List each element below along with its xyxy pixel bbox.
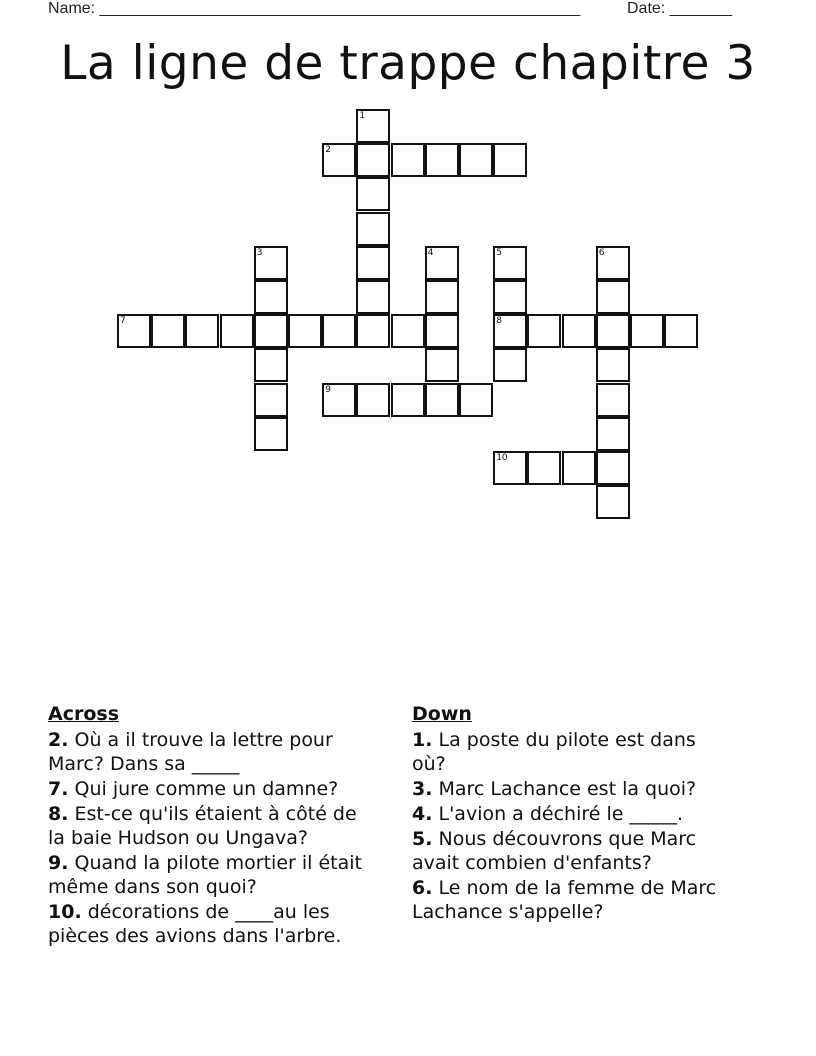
- grid-cell[interactable]: [425, 246, 459, 280]
- clue-number: 5.: [412, 828, 433, 850]
- grid-cell[interactable]: [493, 451, 527, 485]
- grid-cell[interactable]: [356, 212, 390, 246]
- cell-number: 7: [120, 316, 126, 327]
- clue-text: Est-ce qu'ils étaient à côté de la baie Hudson ou Ungava?: [48, 803, 357, 849]
- across-heading: Across: [48, 703, 120, 725]
- grid-cell[interactable]: [425, 383, 459, 417]
- grid-cell[interactable]: [254, 417, 288, 451]
- clue-item: [412, 777, 732, 801]
- grid-cell[interactable]: [493, 348, 527, 382]
- clue-item: [412, 876, 732, 924]
- grid-cell[interactable]: [254, 383, 288, 417]
- down-clues: [412, 702, 732, 925]
- grid-cell[interactable]: [322, 143, 356, 177]
- clue-number: 2.: [48, 729, 69, 751]
- grid-cell[interactable]: [425, 314, 459, 348]
- grid-cell[interactable]: [356, 143, 390, 177]
- cell-number: 10: [496, 453, 508, 463]
- grid-cell[interactable]: [151, 314, 185, 348]
- clue-item: [412, 728, 732, 776]
- cell-number: 5: [496, 247, 502, 258]
- grid-cell[interactable]: [356, 246, 390, 280]
- clue-text: Quand la pilote mortier il était même dans son quoi?: [48, 852, 362, 898]
- grid-cell[interactable]: [254, 348, 288, 382]
- grid-cell[interactable]: [425, 143, 459, 177]
- grid-cell[interactable]: [288, 314, 322, 348]
- clue-number: 7.: [48, 778, 69, 800]
- cell-number: 9: [325, 384, 331, 395]
- clue-text: L'avion a déchiré le _____.: [438, 803, 684, 825]
- grid-cell[interactable]: [562, 451, 596, 485]
- page-title: La ligne de trappe chapitre 3: [60, 36, 756, 91]
- grid-cell[interactable]: [220, 314, 254, 348]
- cell-number: 2: [325, 145, 331, 156]
- grid-cell[interactable]: [356, 314, 390, 348]
- grid-cell[interactable]: [527, 451, 561, 485]
- grid-cell[interactable]: [254, 246, 288, 280]
- clue-item: [48, 802, 378, 850]
- down-clue-list: [412, 728, 732, 924]
- clue-item: [48, 851, 378, 899]
- clue-text: Qui jure comme un damne?: [74, 778, 339, 800]
- clue-text: décorations de ____au les pièces des avions dans l'arbre.: [48, 901, 342, 947]
- clue-number: 4.: [412, 803, 433, 825]
- grid-cell[interactable]: [254, 314, 288, 348]
- grid-cell[interactable]: [596, 246, 630, 280]
- across-clue-list: [48, 728, 378, 948]
- clue-item: [48, 728, 378, 776]
- cell-number: 4: [427, 247, 434, 258]
- grid-cell[interactable]: [493, 143, 527, 177]
- grid-cell[interactable]: [391, 314, 425, 348]
- grid-cell[interactable]: [596, 383, 630, 417]
- clue-number: 9.: [48, 852, 69, 874]
- grid-cell[interactable]: [185, 314, 219, 348]
- grid-cell[interactable]: [356, 177, 390, 211]
- grid-cell[interactable]: [596, 417, 630, 451]
- clue-text: Où a il trouve la lettre pour Marc? Dans sa _____: [48, 729, 333, 775]
- name-field[interactable]: Name: ______________________________________________________: [48, 0, 581, 17]
- clue-text: Le nom de la femme de Marc Lachance s'appelle?: [412, 877, 717, 923]
- grid-cell[interactable]: [459, 143, 493, 177]
- clue-number: 6.: [412, 877, 433, 899]
- clue-item: [48, 900, 378, 948]
- grid-cell[interactable]: [425, 280, 459, 314]
- grid-cell[interactable]: [117, 314, 151, 348]
- clue-item: [412, 827, 732, 875]
- grid-cell[interactable]: [596, 348, 630, 382]
- grid-cell[interactable]: [425, 348, 459, 382]
- cell-number: 1: [359, 111, 366, 121]
- clue-text: Nous découvrons que Marc avait combien d'enfants?: [412, 828, 697, 874]
- grid-cell[interactable]: [459, 383, 493, 417]
- grid-cell[interactable]: [493, 280, 527, 314]
- grid-cell[interactable]: [391, 383, 425, 417]
- cell-number: 8: [496, 316, 502, 327]
- down-heading: Down: [412, 703, 472, 725]
- grid-cell[interactable]: [664, 314, 698, 348]
- grid-cell[interactable]: [322, 314, 356, 348]
- grid-cell[interactable]: [562, 314, 596, 348]
- across-clues: [48, 702, 378, 949]
- grid-cell[interactable]: [630, 314, 664, 348]
- cell-number: 6: [598, 247, 605, 258]
- clue-text: La poste du pilote est dans où?: [412, 729, 696, 775]
- grid-cell[interactable]: [527, 314, 561, 348]
- grid-cell[interactable]: [596, 314, 630, 348]
- grid-cell[interactable]: [596, 451, 630, 485]
- grid-cell[interactable]: [596, 280, 630, 314]
- grid-cell[interactable]: [254, 280, 288, 314]
- grid-cell[interactable]: [356, 383, 390, 417]
- clue-number: 1.: [412, 729, 433, 751]
- grid-cell[interactable]: [356, 280, 390, 314]
- grid-cell[interactable]: [322, 383, 356, 417]
- clue-text: Marc Lachance est la quoi?: [438, 778, 697, 800]
- clue-number: 8.: [48, 803, 69, 825]
- grid-cell[interactable]: [356, 109, 390, 143]
- grid-cell[interactable]: [391, 143, 425, 177]
- clue-number: 3.: [412, 778, 433, 800]
- grid-cell[interactable]: [596, 485, 630, 519]
- grid-cell[interactable]: [493, 314, 527, 348]
- clue-item: [48, 777, 378, 801]
- clue-number: 10.: [48, 901, 82, 923]
- clue-item: [412, 802, 732, 826]
- date-field[interactable]: Date: _______: [627, 0, 732, 17]
- cell-number: 3: [256, 247, 263, 258]
- grid-cell[interactable]: [493, 246, 527, 280]
